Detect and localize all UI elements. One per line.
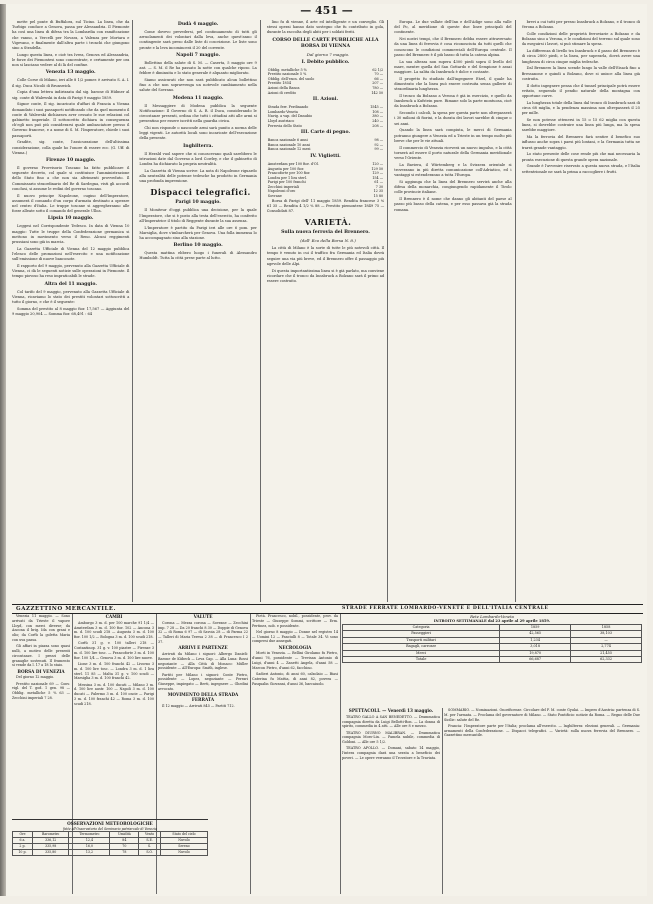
quote-value: 129 — (372, 171, 384, 176)
weather-observations (12, 819, 208, 892)
article-heading: VALUTE (193, 614, 213, 619)
column-2 (139, 20, 260, 602)
quote-name: Banca nazionale 6 anni (267, 138, 308, 143)
table-cell: Trasporti militari (343, 637, 500, 643)
article-paragraph: Secondo i calcoli, la spesa per questa parte non oltrepasserà i 30 milioni di fiorini, e la durata dei lavori sarebbe di cinque o sei anni. (394, 111, 512, 126)
article-paragraph: Europa. Le due vallate dell'Inn e dell'Adige sono alla valle del Po, al meridione di queste due linee principali del continente. (394, 20, 512, 35)
article-paragraph: Se non potesse ottenersi in 15 o 15 62 miglia con questa linea, si dovrebbe costruire una linea più lunga, ma la spesa sarebbe maggiore. (521, 118, 640, 133)
article-paragraph: Copia d'una lettera indirizzata dal sig. barone di Hübner al sig. conte di Walewski in data di Parigi 9 maggio 1859. (12, 90, 130, 100)
article-subtitle: Dal giorno 7 maggio. (306, 51, 350, 57)
article-paragraph: La sua altezza non supera 4300 piedi sopra il livello del mare, mentre quella del San Gottardo e del Sempione è assai maggiore. La salita da Innsbruck è dolce e costante. (394, 59, 512, 75)
article-paragraph: La lunghezza totale della linea dal tronco di Innsbruck sarà di circa 68 miglia, e la pendenza massima non oltrepasserà il 25 per mille. (521, 100, 640, 116)
table-cell: S. (139, 844, 161, 850)
table-cell: 3,018 (500, 644, 571, 650)
article-paragraph: Il commercio di Venezia riceverà un nuovo impulso, e la città tornerà ad essere il porto naturale della Germania meridionale verso l'Oriente. (394, 145, 512, 161)
table-cell: 21,455 (571, 650, 642, 656)
table-cell: Passeggieri (343, 631, 500, 637)
quote-value: 208 — (372, 123, 384, 128)
article-paragraph: Partiti per Milano i signori: Conte Pietro, possidente — Lopez, negoziante — Ferrari Giuseppe, impiegato — Berti, ingegnere — Ghedini avvocato. (158, 672, 248, 691)
quote-value: 120 — (372, 161, 384, 166)
article-paragraph: SOMMARIO. — Nominazioni. Onorificenze. Circolare del F. M. conte Gyulai. — Impero d'Austria: partenza di S. M. per l'armata. — Proclama del governatore di Milano. — Stato Pontificio: notizie da Roma. — Regno delle Due Sicilie: salute del Re. (444, 708, 640, 722)
quote-value: 142 50 (371, 90, 384, 95)
railway-revenue-block (342, 614, 642, 704)
article-paragraph: Prestito nazionale 69 — Conv. vigl. del T. god. 1 gen. 98 — Obblig. metalliche 5 % 63 — Zecchini imperiali 7 28. (12, 681, 70, 700)
table-cell: — (571, 637, 642, 643)
article-heading: Parigi 10 maggio. (175, 200, 221, 206)
article-paragraph: La Gazzetta di Vienna scrive: La nota di Napoleone riguardo alla neutralità delle potenze tedesche ha prodotto in Germania una profonda impressione. (139, 168, 257, 184)
quote-value: 15 80 (373, 194, 384, 199)
article-paragraph: Chi non risponde o nasconde armi sarà punito a norma delle leggi vigenti. Le autorità locali sono incaricate dell'esecuzione della presente. (139, 126, 257, 141)
article-heading: III. Carte di pegno. (300, 130, 351, 136)
quote-name: Zecchini imperiali (267, 184, 299, 189)
quote-value: 7 30 (375, 184, 384, 189)
article-paragraph: Francia: l'Imperatore parte per l'Italia; proclama all'esercito. — Inghilterra: elezioni generali. — Germania: armamenti della Confederazione. — Dispacci telegrafici. — Varietà: sulla nuova ferrovia del Brennero. — Gazzettino mercantile. (444, 723, 640, 738)
article-paragraph: Colle condizioni delle proprietà ferroviarie a Bolzano e da Bolzano sino a Verona, e le condizioni del terreno sul quale sono da eseguirsi i lavori, si può stimare la spesa. (521, 32, 640, 47)
column-header: Ore (13, 832, 33, 838)
article-paragraph: Amburgo 3 m. d. per 100 marche 91 1/4 — Amsterdam 3 m. d. 100 fior. 102 — Ancona 3 m. d. 100 scudi 218 — Augusta 3 m. d. 100 fior. 100 1/2 — Bologna 3 m. d. 100 scudi 218. (74, 620, 154, 640)
quote-value: 380 — (372, 114, 384, 119)
quote-value: 99 — (374, 147, 384, 152)
article-paragraph: Il tronco da Bolzano a Verona è già in esercizio, e quello da Innsbruck a Kufstein pure. Rimane solo la parte montuosa, cioè da Innsbruck a Bolzano. (394, 94, 512, 109)
quote-name: Londra per 1 lira sterl. (267, 175, 308, 180)
section-heading: VARIETÀ. (304, 217, 352, 228)
article-paragraph: Colle Corse di Milano, ieri alle 8 1/2 pomer. è arrivato S. A. I. il sig. Duca Nicolò di Brunswick. (12, 78, 130, 88)
column-header: Stato del cielo (160, 832, 207, 838)
table-cell: 1,234 (500, 637, 571, 643)
article-paragraph: Corona — Mezza corona — Sovrane — Zecchini imp. 7 28 — Da 20 franchi 8 30 — Doppie di Genova 32 — di Roma 6 97 — di Savoia 28 — di Parma 22 — Talleri di Maria Teresa 2 38 — di Francesco I 2 37. (158, 620, 248, 644)
table-cell: Bagagli, carrozze (343, 644, 500, 650)
table-cell: 6 a. (13, 838, 33, 844)
article-paragraph: Ma la ferrovia del Brennero farà sentire il benefico suo influsso anche sopra i paesi più lontani, e la Germania tutta ne trarrà grande vantaggio. (521, 135, 640, 150)
quote-name: Amsterdam per 100 fior. d'Ol. (267, 161, 319, 166)
article-paragraph: Di questa importantissima linea si è già parlato, ma conviene ricordare che il tronco da Innsbruck a Bolzano sarà il primo ad essere costruito. (266, 268, 385, 284)
article-paragraph: Questa mattina ebbero luogo i funerali di Alessandro Humboldt. Tutta la città prese parte al lutto. (139, 251, 257, 261)
quote-name: Prestito nazionale 5 % (267, 72, 307, 77)
article-subtitle: Del giorno 12 maggio. (16, 675, 55, 680)
article-paragraph: Leggesi nel Corrispondente Tedesco. In data di Vienna 10 maggio: Tutte le truppe della Confederazione germanica si mettono in movimento verso il Reno. Alcuni reggimenti prussiani sono già in marcia. (12, 224, 130, 245)
quote-value: 66 — (374, 76, 384, 81)
quote-name: Azioni della Banca (267, 85, 300, 90)
table-cell: Merci (343, 650, 500, 656)
table-cell: 335,80 (32, 850, 68, 856)
article-paragraph: Il Messaggiere di Modena pubblica la seguente Notificazione: Il Governo di S. A. R. il Duca, considerando le circostanze presenti, ordina che tutti i cittadini atti alle armi si presentino per essere iscritti nella guardia civica. (139, 103, 257, 124)
table-cell: Nuvolo (160, 838, 207, 844)
article-heading: Firenze 10 maggio. (45, 158, 96, 164)
page-spine-shadow (0, 4, 6, 896)
article-heading: II. Azioni. (312, 97, 339, 103)
article-paragraph: Morti in Venezia. — Bellini Girolamo fu Pietro, d'anni 76, possidente — Trevisan Antonio di Luigi, d'anni 4 — Zanetti Angela, d'anni 58 — Marcon Pietro, d'anni 62, facchino. (252, 651, 338, 670)
bottom-column-6 (444, 708, 642, 894)
quote-value: 61 — (374, 180, 384, 185)
quote-name: Francoforte per 100 fior. (267, 171, 311, 176)
quote-value: 98 — (374, 138, 384, 143)
article-heading: Sulla nuova ferrovia del Brennero. (281, 230, 370, 236)
article-paragraph: TEATRO DIURNO MALIBRAN. — Drammatica compagnia Moro-Lin. — Pamela nubile, commedia di Goldoni. — Alle ore 5 1/2. (342, 730, 440, 745)
quote-name: Ferrovia dello Stato (267, 123, 302, 128)
article-paragraph: Il nuovo principe Napoleone, cugino dell'Imperatore, assumerà il comando d'un corpo d'armata destinato a operare nel centro d'Italia. Le truppe toscane si aggregheranno alle forze alleate sotto il comando del generale Ulloa. (12, 193, 130, 214)
quote-name: Sovrane (267, 194, 282, 199)
column-3 (267, 20, 388, 602)
article-paragraph: L'Imperatore è partito da Parigi ieri alle ore 6 pom. per Marsiglia, dove s'imbarcherà per Genova. Una folla immensa lo ha accompagnato sino alla stazione. (139, 225, 257, 241)
column-header: 1859 (500, 625, 571, 631)
table-cell: 16,0 (69, 844, 110, 850)
quote-value: 240 — (372, 118, 384, 123)
quote-value: 154 — (372, 175, 384, 180)
article-heading: I. Debito pubblico. (301, 59, 350, 65)
article-paragraph: La differenza di livello tra Innsbruck e il passo del Brennero è di circa 2800 piedi, e la linea, per superarla, dovrà avere una lunghezza di circa cinque miglia tedesche. (521, 49, 640, 64)
column-header: Umidità (110, 832, 139, 838)
railway-subtitle: Rete Lombardo-Veneta (470, 614, 514, 619)
article-heading: Dudà 4 maggio. (177, 22, 219, 27)
column-header: Barometro (32, 832, 68, 838)
column-5 (522, 20, 643, 602)
column-1 (12, 20, 133, 602)
table-cell: 19,870 (500, 650, 571, 656)
quote-value: 92 — (374, 142, 384, 147)
quote-value: 1545 — (370, 105, 384, 110)
article-heading: Modena 11 maggio. (172, 95, 224, 101)
quote-value: 780 — (372, 85, 384, 90)
table-row (267, 91, 384, 96)
article-paragraph: Somma del prestito al 8 maggio fior. 17,567 — Aggiunta del 9 maggio 20,904 — Somma fior. 68,491 : 64 (12, 306, 130, 317)
article-paragraph: La città di Milano è la sorte di tutte le più notevoli città. Il tempo è venuto in cui il traffico fra Germania ed Italia dovrà seguire una via più breve, ed il Brennero offre il passaggio più agevole delle Alpi. (266, 246, 385, 266)
table-cell: 2,774 (571, 644, 642, 650)
article-paragraph: Nei nostri tempi, che il Brennero debba essere attraversato da una linea di ferrovia è cosa riconosciuta da tutti quelli che conoscono le condizioni commerciali dell'Europa centrale. Il passo del Brennero è il più basso di tutta la catena alpina. (394, 37, 512, 57)
article-paragraph: Gli affari in piazza sono quasi nulli, a motivo delle presenti circostanze. I prezzi delle granaglie sostenuti. Il frumento si vende da l. 17 a 18 lo staio. (12, 644, 70, 668)
article-paragraph: Il dotto ingegnere pensa che il tunnel principale potrà essere evitato, seguendo il pendio naturale della montagna con opportune curve. (521, 83, 640, 99)
article-paragraph: Come dovevo prevedersi, pel continuamento di tutti gli arruolamenti dei volontari dalla leva, anche quest'anno il contingente sarà preso dalle liste di coscrizione. Le liste sono pronte e la leva incomincerà il 20 del corrente. (139, 30, 257, 50)
article-paragraph: Lione 3 m. d. 100 franchi 42 — Livorno 3 m. d. 100 lire tosc. — Londra 3 m. d. 1 lira sterl. 11 85 — Malta 31 g. v. 100 scudi — Marsiglia 3 m. d. 100 franchi 42. (74, 661, 154, 681)
article-paragraph: Si aggiunga che la linea del Brennero servirà anche alla difesa della monarchia, congiungendo rapidamente il Tirolo colle provincie italiane. (394, 180, 512, 195)
article-paragraph: Pietà. Francesco, nobil., possidente, prov. da Trieste — Giuseppe Sommi, scrittore — Erm. Pertinez, nob. e possidente. (252, 614, 338, 628)
quote-value: 70 — (374, 72, 384, 77)
quote-name: Prestito 1854 (267, 81, 292, 86)
article-heading: MOVIMENTO DELLA STRADA FERRATA (167, 692, 239, 702)
article-paragraph: La Baviera, il Würtemberg e la Svizzera orientale si troveranno in più diretta comunicazione coll'Adriatico, ed i vantaggi si estenderanno a tutta l'Europa. (394, 162, 512, 178)
quote-name: Obblig. dell'eson. del suolo (267, 76, 315, 81)
article-paragraph: Lungo questa linea, e cioè tra Ivrea, Genova ed Alessandria, le forze dei Piemontesi sono concentrate, e certamente per ora non si lasciano vedere al di là del confine. (12, 52, 130, 68)
table-row (13, 850, 208, 856)
weather-table (12, 831, 208, 856)
table-cell: 78 (110, 850, 139, 856)
article-heading: IV. Viglietti. (310, 153, 341, 159)
page-number: — 451 — (300, 4, 353, 17)
table-cell: 38,103 (571, 631, 642, 637)
article-heading: SPETTACOLI. — Venerdì 13 maggio. (348, 708, 434, 713)
table-cell: 70 (110, 844, 139, 850)
quote-value: 62 1/2 (372, 67, 384, 72)
quote-table (267, 105, 384, 128)
article-heading: Lipsia 10 maggio. (47, 216, 94, 222)
article-paragraph: Dal Brennero la linea scende lungo la valle dell'Eisack fino a Bressanone e quindi a Bolzano, dove si unisce alla linea già costruita. (521, 66, 640, 81)
table-cell: 13,2 (69, 850, 110, 856)
main-columns (12, 20, 643, 602)
gazzettino-header (12, 604, 643, 614)
newspaper-page (6, 4, 647, 896)
article-heading: CAMBI (105, 614, 123, 619)
article-paragraph: Il progetto fu studiato dall'ingegnere Etzel, il quale ha dimostrato che la linea può essere costruita senza gallerie di straordinaria lunghezza. (394, 76, 512, 92)
quote-name: Lloyd austriaco (267, 118, 295, 123)
quote-name: Obblig. metalliche 5 % (267, 67, 307, 72)
quote-table (267, 162, 384, 199)
article-paragraph: Signor conte, Il sig. incaricato d'affari di Francia a Vienna domandato i suoi passaporti notificando che da quel momento il conte di Walewski dichiarava aver cessato le sue relazioni col gabinetto imperiale. Il sottoscritto dichiara in conseguenza ch'egli non può più considerarsi quale ambasciatore presso il Governo francese, e a nome di S. M. l'Imperatore, chiede i suoi passaporti. (12, 102, 130, 138)
table-cell: Totale (343, 657, 500, 663)
article-paragraph: brevi a cui tutti per presso Innsbruck a Bolzano, e il tronco di Verona a Bolzano. (521, 20, 640, 30)
column-header: 1858 (571, 625, 642, 631)
bottom-column-5 (342, 708, 443, 894)
table-cell: Nuvolo (160, 850, 207, 856)
table-cell: 84 (110, 838, 139, 844)
article-paragraph: Bollettino della salute di S. M. — Caserta, 5 maggio ore 9 ant. — S. M. il Re ha passato la notte con qualche riposo. La febbre è diminuita e lo stato generale è alquanto migliorato. (139, 60, 257, 76)
quote-name: Azioni di credito (267, 90, 297, 95)
gazzettino-title: GAZZETTINO MERCANTILE. (16, 605, 117, 612)
article-paragraph: Sadieri Antonio, di anni 60, calzolaio — Biasi Caterina fu Mattia, di anni 82, povera — Pasqualin Giovanni, d'anni 36, barcaiuolo. (252, 671, 338, 686)
article-heading: Napoli 7 maggio. (176, 52, 221, 58)
section-heading: Dispacci telegrafici. (150, 187, 251, 198)
table-row (343, 657, 642, 663)
article-heading: Inghilterra. (183, 143, 214, 149)
article-heading: CORSO DELLE CARTE PUBBLICHE ALLA BORSA DI VIENNA (272, 37, 379, 49)
article-subtitle: (dall' Eco della Borsa N. 8.) (300, 238, 356, 244)
bottom-column-4 (252, 614, 341, 894)
table-cell: Sereno (160, 844, 207, 850)
article-paragraph: TEATRO GALLO A SAN BENEDETTO. — Drammatica compagnia diretta da Luigi Bellotti-Bon. — La donna di spirito, commedia in 4 atti. — Alle ore 8 e mezzo. (342, 714, 440, 729)
article-heading: Venezia 13 maggio. (45, 70, 96, 76)
article-heading: BORSA DI VENEZIA (17, 668, 65, 674)
weather-subtitle: fatte all'Osservatorio del Seminario patriarcale di Venezia (63, 827, 157, 831)
table-cell: S.E. (139, 838, 161, 844)
article-paragraph: Venezia 11 maggio. — Sono arrivati da Trieste il vapore Lloyd, con merci diverse; da Ancona il brig. Ida con grani e olio; da Corfù la goletta Maria con uva passa. (12, 614, 70, 642)
article-heading: Altra del 11 maggio. (44, 281, 97, 287)
quote-value: 12 35 (373, 189, 384, 194)
article-paragraph: Messina 3 m. d. 100 ducati — Milano 3 m. d. 100 lire austr. 100 — Napoli 3 m. d. 100 ducati — Palermo 3 m. d. 100 oncie — Parigi 3 m. d. 100 franchi 42 — Roma 3 m. d. 100 scudi 218. (74, 682, 154, 706)
article-paragraph: Col tarifo del 9 maggio, pervenuto alla Gazzetta Ufficiale di Vienna, ricaviamo lo stato dei prestiti volontari sottoscritti a tutto il giorno, e che è il seguente: (12, 289, 130, 305)
bottom-section (12, 614, 643, 894)
article-paragraph: Nel giorno 8 maggio — Donne nel registro 14 — Uomini 12 — Fanciulli 8 — Totale 34. Vi sono compresi due annegati. (252, 629, 338, 644)
column-4 (394, 20, 515, 602)
article-paragraph: lino fu di vienne, il arte ed intelligente e un conveglio. Gli stessi operai hanno dato sostegno che fu contributo in gola, durante la raccolta degli abiti per i soldati feriti. (266, 20, 385, 35)
column-header: Vento (139, 832, 161, 838)
article-paragraph: Il 12 maggio — Arrivati 845 — Partiti 712. (162, 703, 235, 708)
article-paragraph: Siamo assicurati che non sarà pubblicato alcun bollettino fino a che non sopravvenga un notevole cambiamento nella salute del Sovrano. (139, 78, 257, 93)
quote-name: Navig. a vap. del Danubio (267, 114, 313, 119)
quote-table (267, 138, 384, 152)
article-paragraph: Il Herald vuol sapere che si conoscevano quali sarebbero le istruzioni date dal Governo a lord Cowley, e che il gabinetto di Londra ha dichiarato la propria neutralità. (139, 151, 257, 167)
quote-name: Lombardo-Veneta (267, 109, 298, 114)
table-cell: 336,12 (32, 838, 68, 844)
column-header: Termometro (69, 832, 110, 838)
table-cell: 2 p. (13, 844, 33, 850)
article-paragraph: Gradite, sig. conte, l'assicurazione dell'altissima considerazione, colla quale ho l'onore di essere ecc. (G. Uff. di Vienna.) (12, 140, 130, 155)
article-heading: NECROLOGIA (278, 644, 312, 650)
article-paragraph: Il Moniteur d'oggi pubblica una decisione, per la quale l'Imperatore, che si è posto alla testa dell'esercito, ha conferito all'Imperatrice il titolo di Reggente durante la sua assenza. (139, 208, 257, 223)
article-heading: ARRIVI E PARTENZE (178, 645, 228, 651)
quote-name: Parigi per 100 franchi (267, 180, 306, 185)
table-row (267, 147, 384, 152)
table-cell: S.O. (139, 850, 161, 856)
quote-value: 207 — (372, 81, 384, 86)
railway-title: STRADE FERRATE LOMBARDO-VENETE E DELL'ITALIA CENTRALE (342, 605, 549, 611)
article-heading: Berlino 10 maggio. (173, 243, 223, 249)
article-paragraph: Borsa di Parigi dell' 11 maggio 1859. Rendita francese 3 % 61 35 — Rendita 4 1/2 % 88 — Prestito piemontese 1849 75 — Consolidati 87. (266, 198, 385, 214)
article-paragraph: La Gazzetta Ufficiale di Vienna del 12 maggio pubblica l'elenco delle promozioni nell'esercito e una notificazione sull'emissione di nuove banconote. (12, 246, 130, 262)
quote-name: Banca nazionale 10 anni (267, 142, 310, 147)
quote-value: 108 — (372, 109, 384, 114)
quote-name: Napoleoni d'oro (267, 189, 296, 194)
quote-table (267, 68, 384, 96)
article-paragraph: Corfù 31 g. v. 100 talleri 218 — Costantinop. 31 g. v. 100 piastre — Firenze 3 m. d. 100 lire tosc. — Francoforte 3 m. d. 100 fior. 100 1/4 — Genova 3 m. d. 100 lire nuove. (74, 641, 154, 660)
weather-title: OSSERVAZIONI METEOROLOGICHE (67, 821, 153, 826)
table-cell: 10 p. (13, 850, 33, 856)
article-paragraph: mette pel ponte di Buffalora, sul Ticino. La linea, che da Turbigo conduce a Genova, passa per Alessandria. Il Piemonte ha così una linea di difesa tra la Lombardia con ramificazione che vanno, a Vercelli per Novara, a Valenza per Mortara e Vigevano, e finalmente dall'altra parte i tronchi che giungono sino a Stradella. (12, 20, 130, 51)
quote-name: Strada ferr. Ferdinando (267, 105, 309, 110)
table-cell: 66,687 (500, 657, 571, 663)
quote-name: Augusta per 100 fior. (267, 166, 305, 171)
railway-period: INTROITO SETTIMANALE dal 23 aprile al 29 aprile 1859. (433, 619, 551, 623)
quote-name: Banca nazionale 12 mesi (267, 147, 311, 152)
article-paragraph: Grande è l'avvenire riservato a questa nuova strada, e l'Italia settentrionale ne sarà la prima a raccogliere i frutti. (521, 164, 640, 174)
column-header: Categoria (343, 625, 500, 631)
quote-value: 129 50 (371, 166, 384, 171)
table-cell: 62,332 (571, 657, 642, 663)
table-cell: 12,4 (69, 838, 110, 844)
article-paragraph: TEATRO APOLLO. — Domani, sabato 14 maggio, l'intera compagnia darà una serata a beneficio dei poveri. — Le opere verranno il Trovatore e la Traviata. (342, 746, 440, 760)
table-row (267, 124, 384, 129)
table-cell: 42,565 (500, 631, 571, 637)
article-paragraph: Arrivati da Milano i signori: Albergo Danieli: Barone de Kübeck — Leva Cap. — Alla Luna: Rossi negoziante — Alla Città di Monaco: Müller possidente — All'Europa: Smith, inglese. (158, 651, 248, 671)
article-paragraph: Il governo Provvisorio Toscano ha fatto pubblicare il seguente decreto, col quale si costituisce l'amministrazione dello Stato fino a che non sia altrimenti provveduto. Il Commissario straordinario del Re di Sardegna, visti gli accordi conclusi, si assume le redini del governo toscano. (12, 166, 130, 191)
article-paragraph: Lo stato presente delle cose rende più che mai necessaria la pronta esecuzione di questa grande opera nazionale. (521, 152, 640, 162)
railway-revenue-table (342, 624, 642, 663)
article-paragraph: Il Brennero è il nome che danno gli abitanti del paese al passo più basso della catena, e per esso passava già la strada romana. (394, 197, 512, 212)
table-cell: 335,98 (32, 844, 68, 850)
article-paragraph: Il rapporto del 9 maggio, pervenuto alla Gazzetta Ufficiale di Vienna, ci dà le seguenti notizie sulle operazioni in Piemonte. Il tempo piovoso ha reso impraticabili le strade. (12, 264, 130, 279)
article-paragraph: Quando la linea sarà compiuta, le merci di Germania potranno giungere a Venezia ed a Trieste in un tempo molto più breve che per le vie attuali. (394, 128, 512, 143)
